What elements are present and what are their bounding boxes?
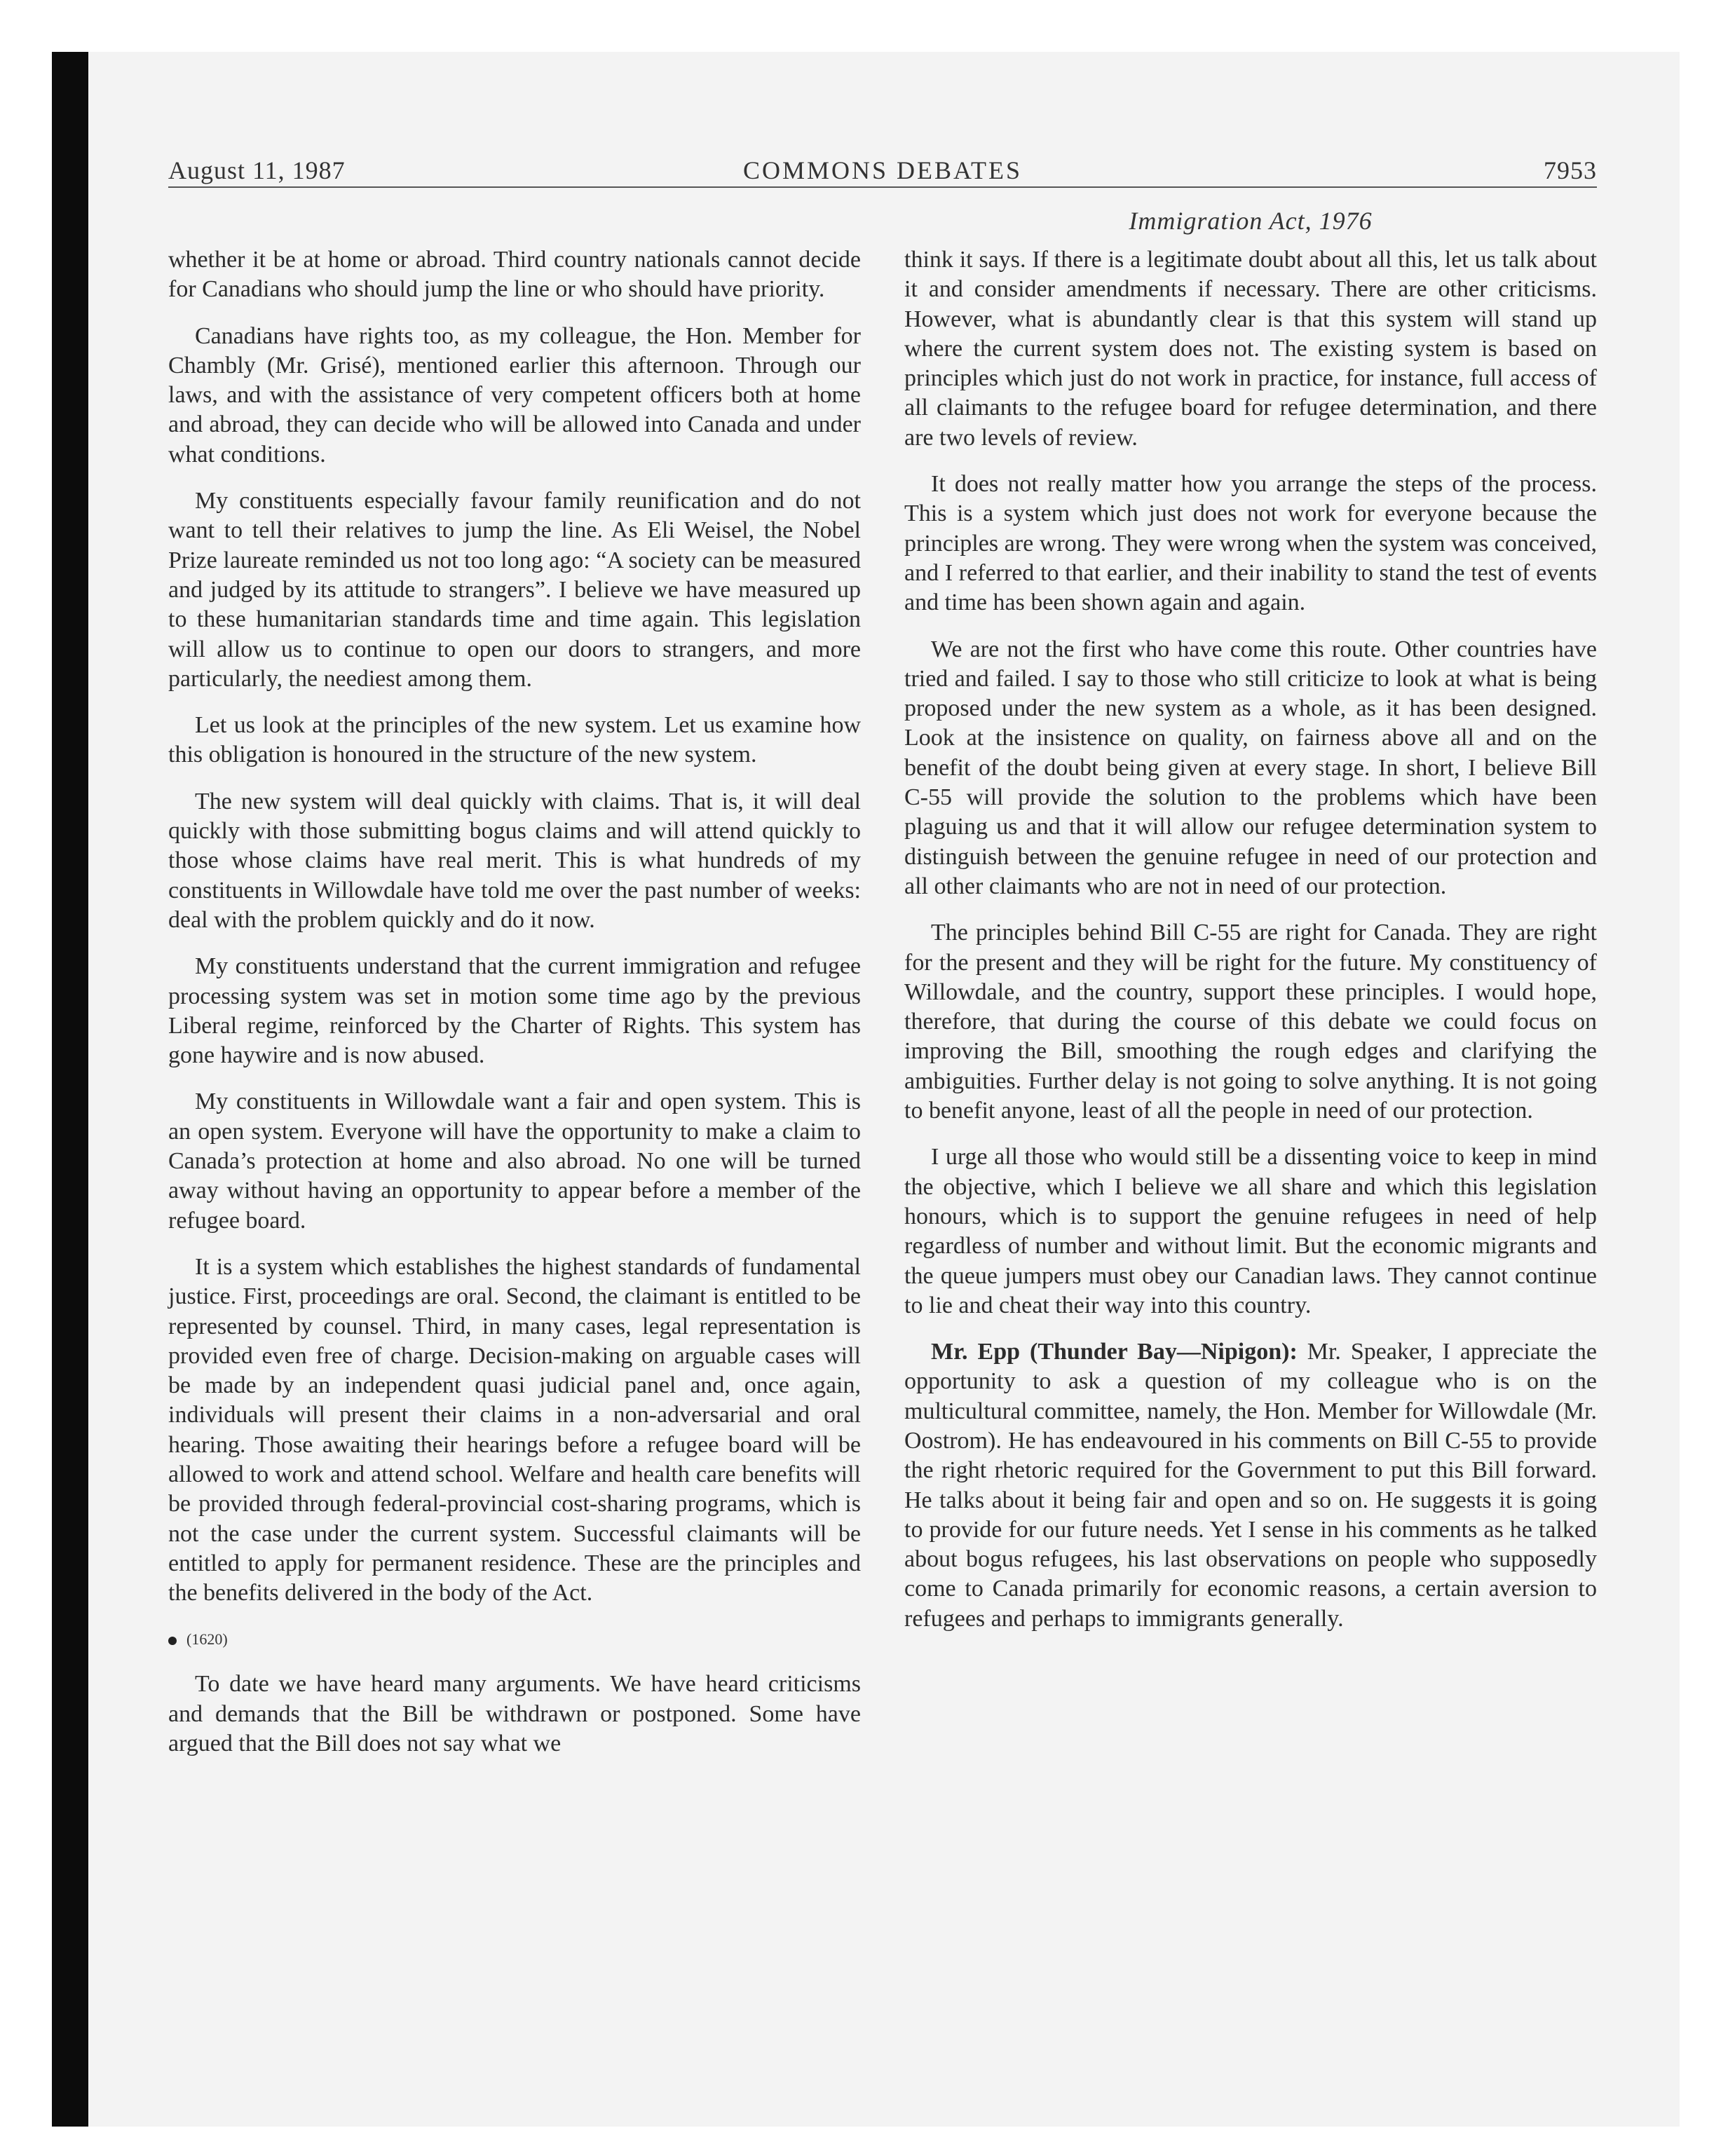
- right-paragraph-5: I urge all those who would still be a dissenting voice to keep in mind the objective, which I believe we all share and which this legislation honours, which is to support the genuine refugees in need of help regardless of number and without limit. But the economic migrants and the queue jumpers must obey our Canadian laws. They cannot continue to lie and cheat their way into this country.: [904, 1144, 1597, 1318]
- right-column: [904, 245, 1597, 1651]
- left-paragraph-1: whether it be at home or abroad. Third country nationals cannot decide for Canadians who should jump the line or who should have priority.: [168, 247, 861, 303]
- header-publication: COMMONS DEBATES: [742, 156, 1023, 184]
- header-date: August 11, 1987: [168, 156, 346, 184]
- speaker-name: Mr. Epp (Thunder Bay—Nipigon):: [931, 1339, 1298, 1365]
- left-paragraph-5: The new system will deal quickly with claims. That is, it will deal quickly with those submitting bogus claims and will attend quickly to those whose claims have real merit. This is what hundreds of my constituents in Willowdale have told me over the past number of weeks: deal with the problem quickly and do it now.: [168, 788, 861, 933]
- left-column: [168, 245, 861, 1775]
- left-paragraph-8: It is a system which establishes the highest standards of fundamental justice. First, proceedings are oral. Second, the claimant is entitled to be represented by counsel. Third, in many cases, legal representation is provided even free of charge. Decision-making on arguable cases will be made by an independent quasi judicial panel and, once again, individuals will present their claims in a non-adversarial and oral hearing. Those awaiting their hearings before a refugee board will be allowed to work and attend school. Welfare and health care benefits will be provided through federal-provincial cost-sharing programs, which is not the case under the current system. Successful claimants will be entitled to apply for permanent residence. These are the principles and the benefits delivered in the body of the Act.: [168, 1253, 861, 1606]
- header-page-number: 7953: [1544, 156, 1597, 184]
- left-paragraph-7: My constituents in Willowdale want a fair and open system. This is an open system. Everyone will have the opportunity to make a claim to Canada’s protection at home and also abroad. No one will be turned away without having an opportunity to appear before a member of the refugee board.: [168, 1089, 861, 1234]
- header-rule: [168, 186, 1597, 188]
- running-head: [168, 156, 1597, 186]
- binding-edge: [52, 52, 88, 2127]
- right-paragraph-6: [904, 1337, 1597, 1634]
- time-marker-text: (1620): [186, 1630, 228, 1649]
- left-paragraph-2: Canadians have rights too, as my colleague, the Hon. Member for Chambly (Mr. Grisé), mentioned earlier this afternoon. Through our laws, and with the assistance of very competent officers both at home and abroad, they can decide who will be allowed into Canada and under what conditions.: [168, 322, 861, 468]
- speaker-remarks: Mr. Speaker, I appreciate the opportunity to ask a question of my colleague who is on the multicultural committee, namely, the Hon. Member for Willowdale (Mr. Oostrom). He has endeavoured in his comments on Bill C-55 to provide the right rhetoric required for the Government to put this Bill forward. He talks about it being fair and open and so on. He suggests it is going to provide for our future needs. Yet I sense in his comments as he talked about bogus refugees, his last observations on people who supposedly come to Canada primarily for economic reasons, a certain aversion to refugees and perhaps to immigrants generally.: [904, 1339, 1597, 1632]
- left-paragraph-9: To date we have heard many arguments. We have heard criticisms and demands that the Bill be withdrawn or postponed. Some have argued that the Bill does not say what we: [168, 1671, 861, 1757]
- left-paragraph-3: My constituents especially favour family reunification and do not want to tell their relatives to jump the line. As Eli Weisel, the Nobel Prize laureate reminded us not too long ago: “A society can be measured and judged by its attitude to strangers”. I believe we have measured up to these humanitarian standards time and time again. This legislation will allow us to continue to open our doors to strangers, and more particularly, the neediest among them.: [168, 488, 861, 692]
- time-marker: [168, 1625, 861, 1654]
- right-paragraph-1: think it says. If there is a legitimate doubt about all this, let us talk about it and consider amendments if necessary. There are other criticisms. However, what is abundantly clear is that this system will stand up where the current system does not. The existing system is based on principles which just do not work in practice, for instance, full access of all claimants to the refugee board for refugee determination, and there are two levels of review.: [904, 247, 1597, 451]
- section-title: Immigration Act, 1976: [1129, 207, 1373, 235]
- right-paragraph-2: It does not really matter how you arrange the steps of the process. This is a system which just does not work for everyone because the principles are wrong. They were wrong when the system was conceived, and I referred to that earlier, and their inability to stand the test of events and time has been shown again and again.: [904, 471, 1597, 616]
- right-paragraph-3: We are not the first who have come this route. Other countries have tried and failed. I say to those who still criticize to look at what is being proposed under the new system as a whole, as it has been designed. Look at the insistence on quality, on fairness above all and on the benefit of the doubt being given at every stage. In short, I believe Bill C-55 will provide the solution to the problems which have been plaguing us and that it will allow our refugee determination system to distinguish between the genuine refugee in need of our protection and all other claimants who are not in need of our protection.: [904, 636, 1597, 899]
- right-paragraph-4: The principles behind Bill C-55 are right for Canada. They are right for the present and they will be right for the future. My constituency of Willowdale, and the country, support these principles. I would hope, therefore, that during the course of this debate we could focus on improving the Bill, smoothing the rough edges and clarifying the ambiguities. Further delay is not going to solve anything. It is not going to benefit anyone, least of all the people in need of our protection.: [904, 920, 1597, 1124]
- bullet-icon: [168, 1637, 177, 1645]
- left-paragraph-4: Let us look at the principles of the new system. Let us examine how this obligation is honoured in the structure of the new system.: [168, 712, 861, 768]
- left-paragraph-6: My constituents understand that the current immigration and refugee processing system was set in motion some time ago by the previous Liberal regime, reinforced by the Charter of Rights. This system has gone haywire and is now abused.: [168, 953, 861, 1069]
